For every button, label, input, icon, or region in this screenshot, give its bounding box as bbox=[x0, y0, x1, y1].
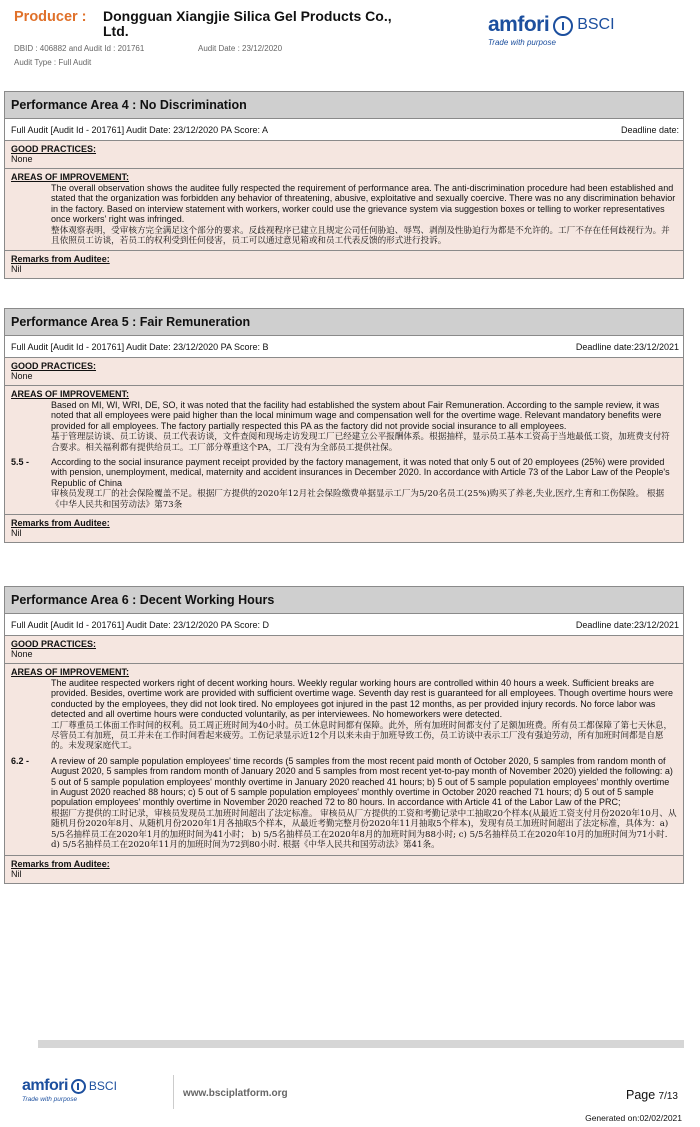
logo-brand: BSCI bbox=[577, 16, 615, 33]
footer-logo-brand: BSCI bbox=[88, 1079, 117, 1093]
area-title: Performance Area 4 : No Discrimination bbox=[5, 92, 683, 119]
remarks-section bbox=[5, 251, 683, 278]
improvement-label: AREAS OF IMPROVEMENT: bbox=[11, 389, 130, 399]
remarks-label: Remarks from Auditee: bbox=[11, 254, 110, 265]
producer-label: Producer : bbox=[14, 9, 87, 25]
remarks-section bbox=[5, 856, 683, 883]
amfori-bsci-logo bbox=[488, 14, 678, 50]
remarks-section bbox=[5, 515, 683, 542]
area-title: Performance Area 5 : Fair Remuneration bbox=[5, 309, 683, 336]
logo-word: amfori bbox=[488, 13, 550, 36]
good-practices-section bbox=[5, 636, 683, 664]
remarks-label: Remarks from Auditee: bbox=[11, 858, 110, 869]
audit-info: Full Audit [Audit Id - 201761] Audit Date: 23/12/2020 PA Score: A bbox=[11, 125, 269, 135]
audit-date: Audit Date : 23/12/2020 bbox=[198, 44, 283, 53]
deadline-date: Deadline date: bbox=[620, 125, 679, 135]
finding-number: 5.5 - bbox=[11, 457, 30, 468]
finding-english: According to the social insurance payment receipt provided by the factory management, it was noted that only 5 out of 20 employees (25%) were provided with pension, unemployment, medical, maternity and accident insurances in December 2020. In accordance with Article 73 of the Labor Law of the People's Republic of China bbox=[51, 457, 670, 488]
good-practices-value: None bbox=[11, 154, 33, 164]
generated-on bbox=[585, 1113, 682, 1123]
audit-info: Full Audit [Audit Id - 201761] Audit Date: 23/12/2020 PA Score: B bbox=[11, 342, 269, 352]
producer-name: Dongguan Xiangjie Silica Gel Products Co., Ltd. bbox=[103, 8, 392, 39]
page-label: Page bbox=[625, 1088, 656, 1102]
logo-tagline: Trade with purpose bbox=[488, 38, 556, 47]
good-practices-label: GOOD PRACTICES: bbox=[11, 361, 97, 371]
finding-body bbox=[51, 756, 677, 851]
finding-number: 6.2 - bbox=[11, 755, 30, 766]
overview-english: Based on MI, WI, WRI, DE, SO, it was noted that the facility had established the system about Fair Remuneration. According to the sample review, it was noted that all employees were paid higher than the local minimum wage and compensation well for the overtime wage. Relevant mandatory benefits were provided for all employees. The factory partially respected this PA as the factory did not provide social insurance to all employees. bbox=[51, 400, 662, 431]
remarks-label: Remarks from Auditee: bbox=[11, 518, 110, 529]
remarks-value: Nil bbox=[11, 264, 22, 275]
overview-english: The overall observation shows the auditee fully respected the requirement of performance area. The anti-discrimination procedure had been established and stated that the organization was forbidden any behavior of threatening, abusive, exploitative and sexually coercive. There was no any discrimination behavior in the factory. Based on interview statement with workers, worker could use the grievance system via suggestion boxes or telling to worker representatives once workers' right was infringed. bbox=[51, 183, 676, 225]
good-practices-value: None bbox=[11, 649, 33, 659]
footer-amfori-bsci-logo bbox=[22, 1077, 162, 1107]
footer-url[interactable]: www.bsciplatform.org bbox=[183, 1088, 288, 1099]
remarks-value: Nil bbox=[11, 528, 22, 539]
remarks-value: Nil bbox=[11, 868, 22, 879]
amfori-ring-icon bbox=[553, 16, 573, 36]
page-count: 7/13 bbox=[658, 1091, 678, 1102]
good-practices-section bbox=[5, 358, 683, 386]
finding-body bbox=[51, 457, 677, 510]
deadline-date: Deadline date:23/12/2021 bbox=[575, 342, 679, 352]
performance-area-4 bbox=[4, 91, 684, 279]
performance-area-6 bbox=[4, 586, 684, 884]
finding-english: A review of 20 sample population employees' time records (5 samples from the most recent paid month of October 2020, 5 samples from random month of August 2020, 5 samples from random month of January 2020 and 5 samples from most recent yet-to-pay month of November 2020) yielded the following: a) 5 out of 5 sample population employees' monthly overtime in January 2020 reached 41 hours; b) 5 out of 5 sample population employees' monthly overtime in August 2020 reached 88 hours; c) 5 out of 5 sample population employees' monthly overtime in October 2020 reached 71 hours; d) 5 out of 5 sample population employees' monthly overtime in November 2020 reached 72 to 80 hours. In accordance with Article 41 of the Labor Law of the PRC; bbox=[51, 755, 673, 808]
improvement-overview bbox=[51, 678, 677, 752]
finding-chinese: 审核员发现工厂的社会保险覆盖不足。根据厂方提供的2020年12月社会保险缴费单据显示工厂为5/20名员工(25%)购买了养老,失业,医疗,生育和工伤保险。 根据《中华人民共和国劳动法》第73条 bbox=[51, 489, 665, 510]
improvement-label: AREAS OF IMPROVEMENT: bbox=[11, 172, 130, 182]
deadline-date: Deadline date:23/12/2021 bbox=[575, 620, 679, 630]
improvement-overview bbox=[51, 400, 677, 453]
report-header bbox=[0, 0, 700, 92]
improvement-label: AREAS OF IMPROVEMENT: bbox=[11, 667, 130, 677]
audit-info: Full Audit [Audit Id - 201761] Audit Date: 23/12/2020 PA Score: D bbox=[11, 620, 269, 630]
finding-item bbox=[11, 756, 677, 851]
footer-logo-tagline: Trade with purpose bbox=[22, 1096, 78, 1103]
improvement-overview bbox=[51, 183, 677, 246]
overview-chinese: 基于管理层访谈、员工访谈、员工代表访谈，文件查阅和现场走访发现工厂已经建立公平报酬体系。根据抽样，显示员工基本工资高于当地最低工资，加班费支付符合要求。相关福利都有提供给员工。工厂部分尊重这个PA，工厂没有为全部员工提供社保。 bbox=[51, 432, 670, 453]
overview-english: The auditee respected workers right of decent working hours. Weekly regular working hours are controlled within 40 hours a week. Sufficient breaks are provided. Besides, overtime work are provided with sufficient overtime wage. Seventh day rest is guaranteed for all employees. Though overtime hours were conducted by the employees, they did not look tired. No employees got injured in the past 12 months, as per provided injury records. No force labor was detected and all overtime hours were conducted voluntarily, as per interviewees. No homeworkers were detected. bbox=[51, 678, 673, 720]
areas-of-improvement-section bbox=[5, 386, 683, 515]
footer-logo-word: amfori bbox=[22, 1077, 68, 1094]
footer-amfori-ring-icon bbox=[71, 1079, 86, 1094]
finding-item bbox=[11, 457, 677, 510]
finding-chinese: 根据厂方提供的工时记录，审核员发现员工加班时间超出了法定标准。 审核员从厂方提供的工资和考勤记录中工抽取20个样本(从最近工资支付月份2020年10月、从随机月份2020年8月、从随机月份2020年1月各抽取5个样本，从最近考勤完整月份2020年11月抽取5个样本)，发现有员工加班时间超出了法定标准，具体为：a) 5/5名抽样员工在2020年1月的加班时间为41小时； b) 5/5名抽样员工在2020年8月的加班时间为88小时; c) 5/5名抽样员工在2020年10月的加班时间为71小时. d) 5/5名抽样员工在2020年11月的加班时间为72到80小时. 根据《中华人民共和国劳动法》第41条。 bbox=[51, 808, 677, 851]
overview-chinese: 整体观察表明，受审核方完全满足这个部分的要求。反歧视程序已建立且规定公司任何胁迫、辱骂、剥削及性胁迫行为都是不允许的。工厂不存在任何歧视行为。并且依照员工访谈，若员工的权利受到任何侵害，员工可以通过意见箱或和员工代表反馈的形式进行投诉。 bbox=[51, 225, 670, 247]
audit-info-row bbox=[5, 614, 683, 636]
footer-divider bbox=[173, 1075, 174, 1109]
good-practices-value: None bbox=[11, 371, 33, 381]
audit-info-row bbox=[5, 336, 683, 358]
good-practices-label: GOOD PRACTICES: bbox=[11, 639, 97, 649]
good-practices-section bbox=[5, 141, 683, 169]
overview-chinese: 工厂尊重员工体面工作时间的权利。员工周正班时间为40小时。员工休息时间都有保障。此外，所有加班时间都支付了足额加班费。所有员工都保障了第七天休息，尽管员工有加班，员工并未在工作时间看起来疲劳。工伤记录显示近12个月以来未由于加班导致工伤，员工访谈中表示工厂没有强迫劳动，所有加班时间都是自愿的。未发现家庭代工。 bbox=[51, 720, 673, 752]
performance-area-5 bbox=[4, 308, 684, 543]
audit-info-row bbox=[5, 119, 683, 141]
area-title: Performance Area 6 : Decent Working Hours bbox=[5, 587, 683, 614]
audit-type: Audit Type : Full Audit bbox=[14, 58, 92, 67]
footer-bar bbox=[38, 1040, 684, 1048]
generated-label: Generated on: bbox=[585, 1113, 640, 1123]
page-number bbox=[626, 1088, 678, 1102]
dbid-line: DBID : 406882 and Audit Id : 201761 bbox=[14, 44, 145, 53]
good-practices-label: GOOD PRACTICES: bbox=[11, 144, 97, 154]
generated-date: 02/02/2021 bbox=[639, 1113, 682, 1123]
areas-of-improvement-section bbox=[5, 664, 683, 856]
areas-of-improvement-section bbox=[5, 169, 683, 251]
